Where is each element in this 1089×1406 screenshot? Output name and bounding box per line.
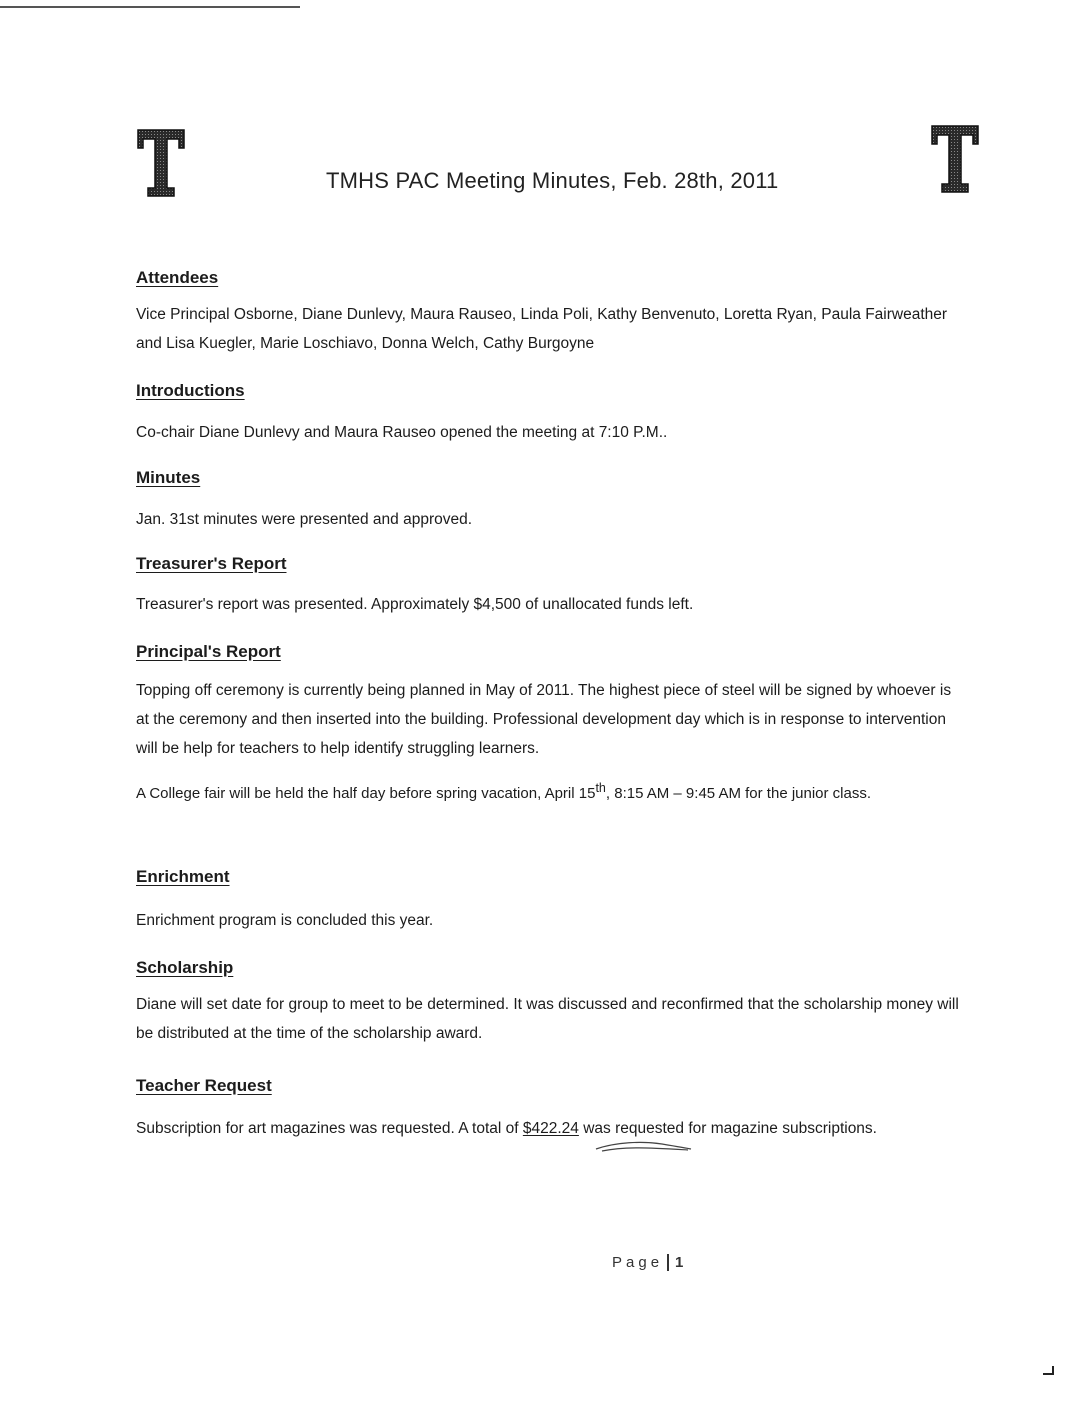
college-fair-text-start: A College fair will be held the half day before spring vacation, April 15 <box>136 785 596 802</box>
school-logo-left <box>136 128 186 198</box>
introductions-text: Co-chair Diane Dunlevy and Maura Rauseo opened the meeting at 7:10 P.M.. <box>136 424 668 441</box>
top-rule <box>0 6 300 8</box>
enrichment-text: Enrichment program is concluded this year. <box>136 912 434 929</box>
principals-report-text: Topping off ceremony is currently being planned in May of 2011. The highest piece of steel will be signed by whoever is at the ceremony and then inserted into the building. Professional development day which is in response to intervention will be help for teachers to help identify struggling learners. <box>136 682 952 757</box>
page-number: 1 <box>667 1254 683 1271</box>
heading-principals-report: Principal's Report <box>136 642 281 661</box>
minutes-text: Jan. 31st minutes were presented and approved. <box>136 511 473 528</box>
teacher-request-text-end: was requested for magazine subscriptions. <box>578 1120 877 1137</box>
heading-enrichment: Enrichment <box>136 867 230 886</box>
page-footer <box>612 1254 683 1271</box>
college-fair-text-end: , 8:15 AM – 9:45 AM for the junior class. <box>605 785 872 802</box>
t-logo-icon <box>930 124 980 194</box>
page-label: Page <box>612 1254 664 1271</box>
heading-attendees: Attendees <box>136 268 219 287</box>
scholarship-text: Diane will set date for group to meet to be determined. It was discussed and reconfirmed that the scholarship money will be distributed at the time of the scholarship award. <box>136 996 959 1042</box>
teacher-request-text <box>136 1114 966 1143</box>
heading-scholarship: Scholarship <box>136 958 234 977</box>
school-logo-right <box>930 124 980 194</box>
teacher-request-text-start: Subscription for art magazines was requested. A total of <box>136 1120 523 1137</box>
corner-scan-mark <box>1041 1366 1055 1376</box>
document-title: TMHS PAC Meeting Minutes, Feb. 28th, 2011 <box>326 168 779 193</box>
t-logo-icon <box>136 128 186 198</box>
heading-introductions: Introductions <box>136 381 245 400</box>
heading-teacher-request: Teacher Request <box>136 1076 272 1095</box>
requested-amount: $422.24 <box>522 1120 579 1137</box>
heading-treasurers-report: Treasurer's Report <box>136 554 287 573</box>
treasurers-report-text: Treasurer's report was presented. Approximately $4,500 of unallocated funds left. <box>136 596 694 613</box>
heading-minutes: Minutes <box>136 468 201 487</box>
handwritten-scribble-mark <box>592 1136 694 1154</box>
college-fair-text <box>136 774 966 808</box>
date-ordinal-suffix: th <box>595 781 606 795</box>
attendees-text: Vice Principal Osborne, Diane Dunlevy, Maura Rauseo, Linda Poli, Kathy Benvenuto, Loretta Ryan, Paula Fairweather and Lisa Kuegler, Marie Loschiavo, Donna Welch, Cathy Burgoyne <box>136 306 948 352</box>
